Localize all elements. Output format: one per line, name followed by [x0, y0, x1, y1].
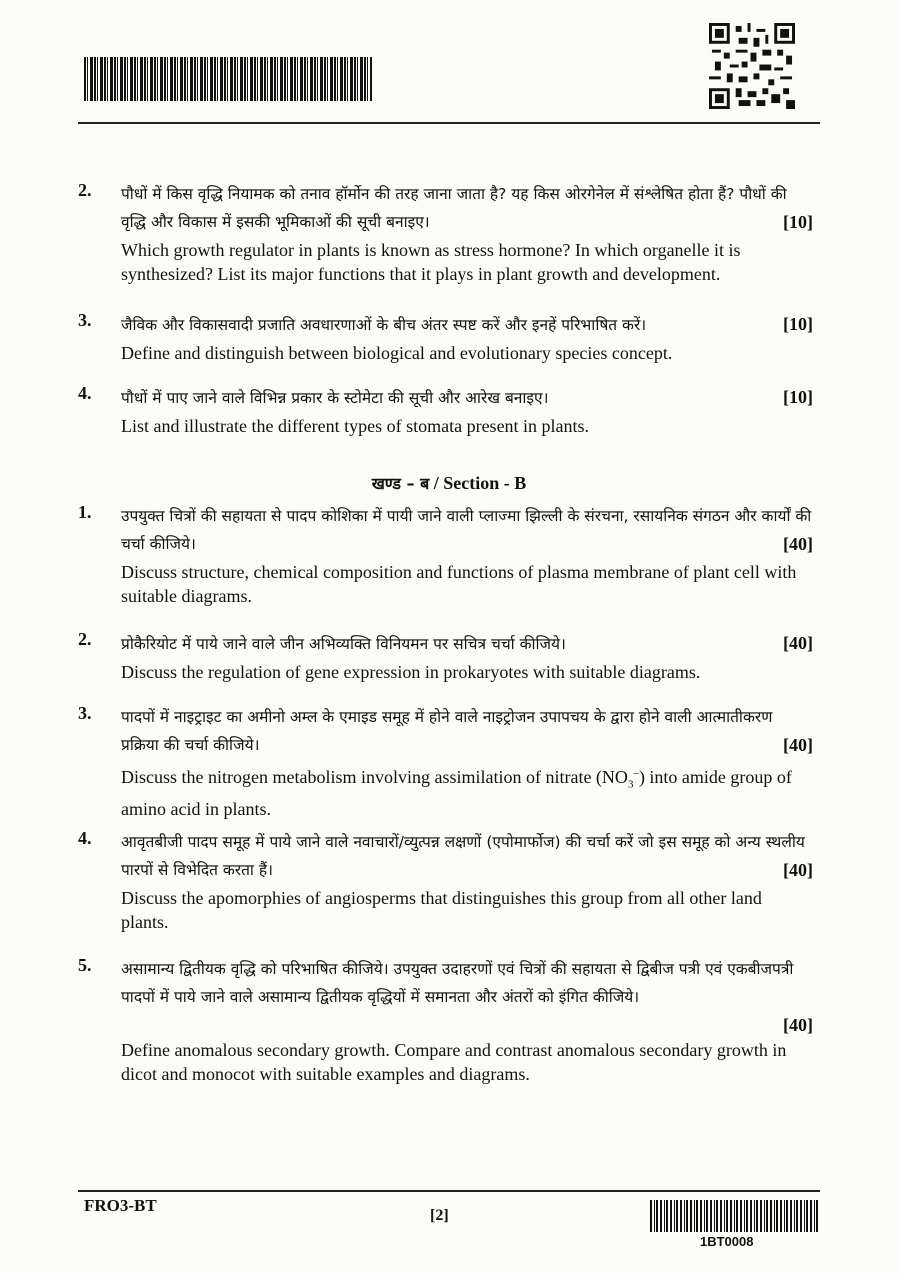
question-number: 2.: [78, 629, 92, 649]
question-english: List and illustrate the different types of stomata present in plants.: [121, 416, 590, 436]
question-hindi-text: उपयुक्त चित्रों की सहायता से पादप कोशिका में पायी जाने वाली प्लाज्मा झिल्ली के संरचना, रसायनिक संगठन और कार्यों की चर्चा कीजिये।: [121, 507, 812, 553]
question-number: 5.: [78, 955, 92, 975]
section-heading: [78, 470, 820, 498]
barcode-top: [84, 57, 372, 101]
question-a-2: [78, 180, 820, 286]
superscript: –: [633, 767, 639, 779]
question-a-4: [78, 383, 820, 438]
question-hindi: [121, 180, 813, 236]
question-english: Discuss the apomorphies of angiosperms that distinguishes this group from all other land plants.: [121, 888, 762, 932]
header-divider: [78, 122, 820, 124]
question-b-3: [78, 703, 820, 821]
english-text-pre: Discuss the nitrogen metabolism involving assimilation of nitrate (NO: [121, 767, 628, 787]
barcode-text: 1BT0008: [700, 1234, 754, 1249]
question-hindi: असामान्य द्वितीयक वृद्धि को परिभाषित कीजिये। उपयुक्त उदाहरणों एवं चित्रों की सहायता से द्विबीज पत्री एवं एकबीजपत्री पादपों में पाये जाने वाले असामान्य द्वितीयक वृद्धियों में समानता और अंतरों को इंगित कीजिये।: [121, 960, 794, 1006]
question-hindi: [121, 310, 813, 339]
question-english: Discuss structure, chemical composition and functions of plasma membrane of plant cell with suitable diagrams.: [121, 562, 797, 606]
question-hindi-text: पौधों में पाए जाने वाले विभिन्न प्रकार के स्टोमेटा की सूची और आरेख बनाइए।: [121, 389, 549, 407]
marks: [10]: [783, 314, 813, 334]
barcode-bottom: [650, 1200, 818, 1232]
footer-divider: [78, 1190, 820, 1192]
question-hindi: [121, 703, 813, 759]
question-b-4: [78, 828, 820, 934]
question-number: 4.: [78, 828, 92, 848]
section-heading-separator: /: [433, 473, 439, 493]
question-hindi-text: पौधों में किस वृद्धि नियामक को तनाव हॉर्मोन की तरह जाना जाता है? यह किस ओरगेनेल में संश्लेषित होता हैं? पौधों की वृद्धि और विकास में इसकी भूमिकाओं की सूची बनाइए।: [121, 185, 787, 231]
question-hindi: [121, 502, 813, 558]
marks: [40]: [783, 860, 813, 880]
page-number: [2]: [430, 1207, 449, 1224]
question-hindi-text: जैविक और विकासवादी प्रजाति अवधारणाओं के बीच अंतर स्पष्ट करें और इनहें परिभाषित करें।: [121, 316, 647, 334]
question-hindi-text: आवृतबीजी पादप समूह में पाये जाने वाले नवाचारों/व्युत्पन्न लक्षणों (एपोमार्फोज) की चर्चा करें जो इस समूह को अन्य स्थलीय पारपों से विभेदित करता हैं।: [121, 833, 805, 879]
qr-code: [707, 23, 797, 109]
section-heading-hindi: खण्ड – ब: [371, 474, 430, 493]
question-b-5: [78, 955, 820, 1086]
question-hindi: [121, 383, 813, 412]
question-hindi-text: पादपों में नाइट्राइट का अमीनो अम्ल के एमाइड समूह में होने वाले नाइट्रोजन उपापचय के द्वारा होने वाली आत्मातीकरण प्रक्रिया की चर्चा कीजिये।: [121, 708, 773, 754]
marks: [10]: [783, 387, 813, 407]
question-number: 2.: [78, 180, 92, 200]
question-english: Define anomalous secondary growth. Compare and contrast anomalous secondary growth in dicot and monocot with suitable examples and diagrams.: [121, 1040, 787, 1084]
subscript: 3: [627, 778, 634, 791]
question-number: 3.: [78, 703, 92, 723]
english-text-post: ) into amide group of amino acid in plants.: [121, 767, 792, 819]
marks: [40]: [783, 1015, 813, 1035]
paper-code: FRO3-BT: [84, 1196, 157, 1215]
question-b-2: [78, 629, 820, 684]
marks: [40]: [783, 633, 813, 653]
marks: [40]: [783, 534, 813, 554]
question-english: Discuss the regulation of gene expression in prokaryotes with suitable diagrams.: [121, 662, 701, 682]
marks: [40]: [783, 735, 813, 755]
question-hindi: [121, 629, 813, 658]
question-english: Which growth regulator in plants is known as stress hormone? In which organelle it is synthesized? List its major functions that it plays in plant growth and development.: [121, 240, 741, 284]
question-number: 3.: [78, 310, 92, 330]
question-a-3: [78, 310, 820, 365]
section-heading-english: Section - B: [443, 473, 527, 493]
question-number: 1.: [78, 502, 92, 522]
question-english: [121, 761, 813, 821]
question-number: 4.: [78, 383, 92, 403]
marks: [10]: [783, 212, 813, 232]
question-english: Define and distinguish between biological and evolutionary species concept.: [121, 343, 673, 363]
question-hindi: [121, 828, 813, 884]
question-b-1: [78, 502, 820, 608]
question-hindi-text: प्रोकैरियोट में पाये जाने वाले जीन अभिव्यक्ति विनियमन पर सचित्र चर्चा कीजिये।: [121, 635, 566, 653]
